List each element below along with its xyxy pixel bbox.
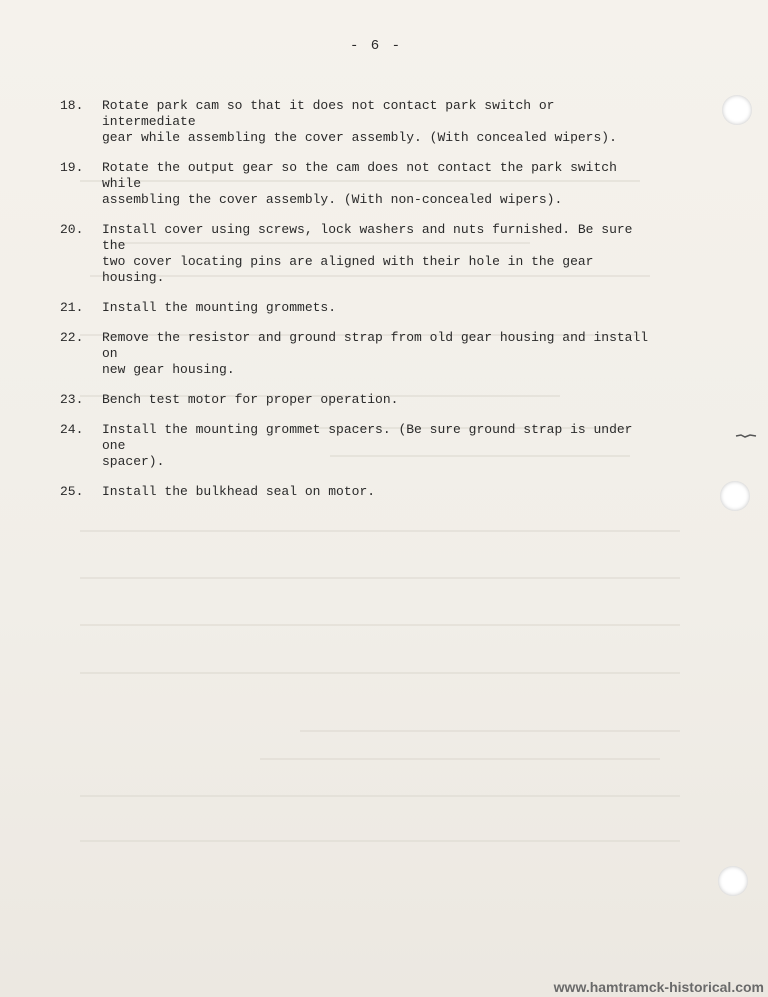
item-number: 19. — [60, 160, 84, 175]
item-number: 24. — [60, 422, 84, 437]
item-text: Rotate the output gear so the cam does not contact the park switch while assembling the cover assembly. (With non-concealed wipers). — [102, 160, 617, 207]
list-item — [60, 98, 660, 146]
item-text: Remove the resistor and ground strap from old gear housing and install on new gear housing. — [102, 330, 649, 377]
show-through-line — [300, 730, 680, 732]
show-through-line — [80, 624, 680, 626]
show-through-line — [80, 530, 680, 532]
show-through-line — [80, 577, 680, 579]
list-item — [60, 422, 660, 470]
list-item — [60, 222, 660, 286]
show-through-line — [80, 672, 680, 674]
item-number: 23. — [60, 392, 84, 407]
item-number: 21. — [60, 300, 84, 315]
show-through-line — [80, 840, 680, 842]
instruction-list — [60, 98, 660, 514]
ink-mark — [735, 433, 757, 439]
item-number: 20. — [60, 222, 84, 237]
show-through-line — [80, 795, 680, 797]
watermark: www.hamtramck-historical.com — [553, 979, 764, 995]
item-text: Install cover using screws, lock washers and nuts furnished. Be sure the two cover locating pins are aligned with their hole in the gear housing. — [102, 222, 633, 285]
list-item — [60, 330, 660, 378]
punch-hole — [722, 95, 752, 125]
list-item — [60, 392, 660, 408]
item-text: Bench test motor for proper operation. — [102, 392, 399, 407]
punch-hole — [718, 866, 748, 896]
page-number: - 6 - — [350, 38, 403, 54]
punch-hole — [720, 481, 750, 511]
list-item — [60, 484, 660, 500]
item-text: Install the mounting grommets. — [102, 300, 337, 315]
item-number: 25. — [60, 484, 84, 499]
item-text: Install the mounting grommet spacers. (Be sure ground strap is under one spacer). — [102, 422, 633, 469]
list-item — [60, 160, 660, 208]
list-item — [60, 300, 660, 316]
item-number: 22. — [60, 330, 84, 345]
show-through-line — [260, 758, 660, 760]
item-text: Rotate park cam so that it does not contact park switch or intermediate gear while assembling the cover assembly. (With concealed wipers). — [102, 98, 617, 145]
item-number: 18. — [60, 98, 84, 113]
item-text: Install the bulkhead seal on motor. — [102, 484, 376, 499]
